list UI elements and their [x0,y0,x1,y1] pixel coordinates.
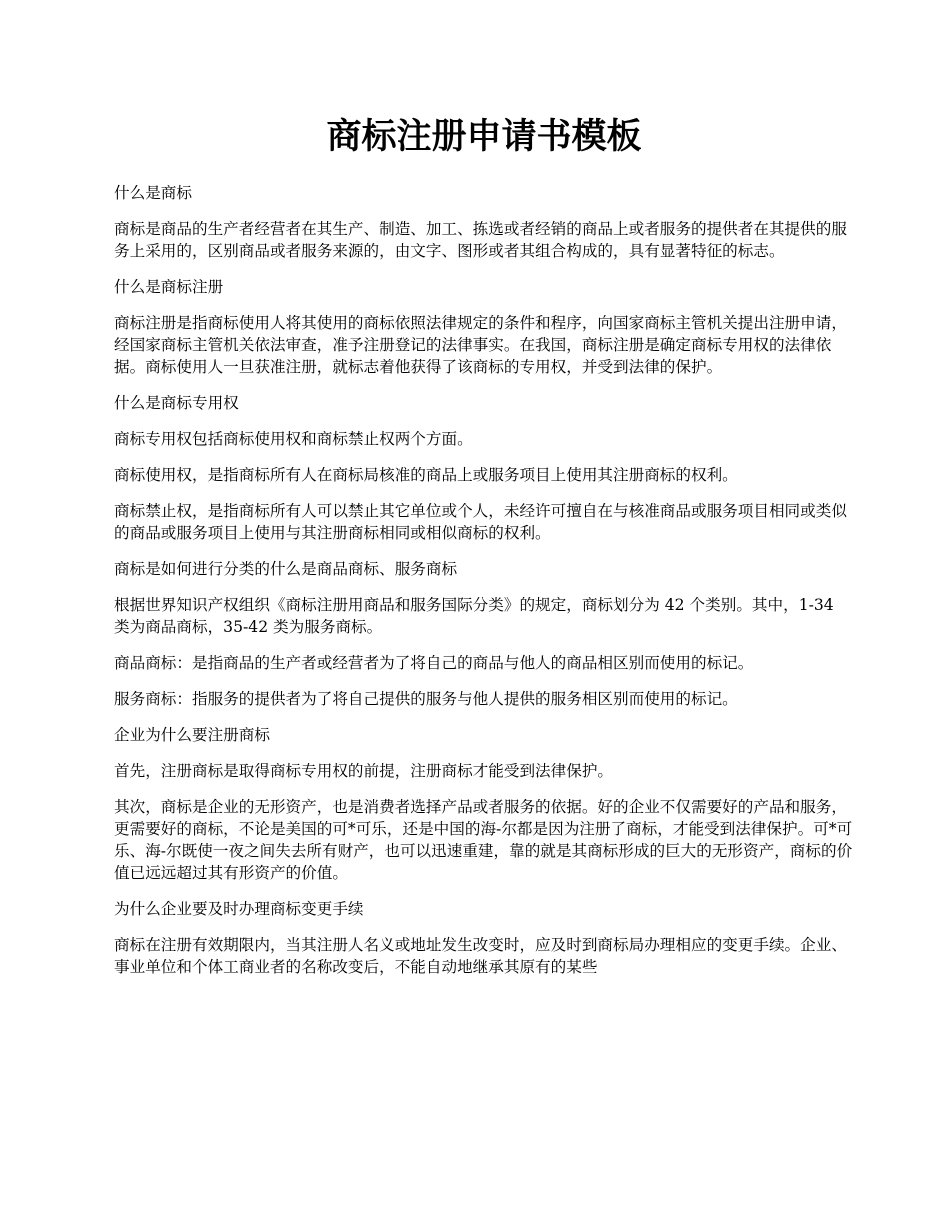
body-paragraph: 商标专用权包括商标使用权和商标禁止权两个方面。 [114,430,473,448]
section-heading: 什么是商标专用权 [114,394,239,412]
body-paragraph: 其次，商标是企业的无形资产，也是消费者选择产品或者服务的依据。好的企业不仅需要好的产品和服务，更需要好的商标，不论是美国的可*可乐，还是中国的海-尔都是因为注册了商标，才能受到法律保护。可*可乐、海-尔既使一夜之间失去所有财产，也可以迅速重建，靠的就是其商标形成的巨大的无形资产，商标的价值已远远超过其有形资产的价值。 [114,798,853,882]
body-paragraph: 商标注册是指商标使用人将其使用的商标依照法律规定的条件和程序，向国家商标主管机关提出注册申请，经国家商标主管机关依法审查，准予注册登记的法律事实。在我国，商标注册是确定商标专用权的法律依据。商标使用人一旦获准注册，就标志着他获得了该商标的专用权，并受到法律的保护。 [114,314,847,376]
document-page [114,112,854,992]
section-heading: 为什么企业要及时办理商标变更手续 [114,900,364,918]
body-paragraph: 首先，注册商标是取得商标专用权的前提，注册商标才能受到法律保护。 [114,762,614,780]
body-paragraph: 商标是商品的生产者经营者在其生产、制造、加工、拣选或者经销的商品上或者服务的提供者在其提供的服务上采用的，区别商品或者服务来源的，由文字、图形或者其组合构成的，具有显著特征的标志。 [114,220,847,260]
section-heading: 什么是商标注册 [114,278,224,296]
body-paragraph: 商品商标：是指商品的生产者或经营者为了将自己的商品与他人的商品相区别而使用的标记。 [114,654,754,672]
body-paragraph: 服务商标：指服务的提供者为了将自己提供的服务与他人提供的服务相区别而使用的标记。 [114,690,738,708]
section-heading: 商标是如何进行分类的什么是商品商标、服务商标 [114,560,458,578]
document-title: 商标注册申请书模板 [326,116,642,157]
body-paragraph: 商标在注册有效期限内，当其注册人名义或地址发生改变时，应及时到商标局办理相应的变更手续。企业、事业单位和个体工商业者的名称改变后，不能自动地继承其原有的某些 [114,936,847,976]
section-heading: 企业为什么要注册商标 [114,726,270,744]
body-paragraph: 商标禁止权，是指商标所有人可以禁止其它单位或个人，未经许可擅自在与核准商品或服务项目相同或类似的商品或服务项目上使用与其注册商标相同或相似商标的权利。 [114,502,847,542]
body-paragraph: 商标使用权，是指商标所有人在商标局核准的商品上或服务项目上使用其注册商标的权利。 [114,466,738,484]
section-heading: 什么是商标 [114,184,192,202]
body-paragraph: 根据世界知识产权组织《商标注册用商品和服务国际分类》的规定，商标划分为 42 个类别。其中，1-34 类为商品商标，35-42 类为服务商标。 [114,596,834,636]
